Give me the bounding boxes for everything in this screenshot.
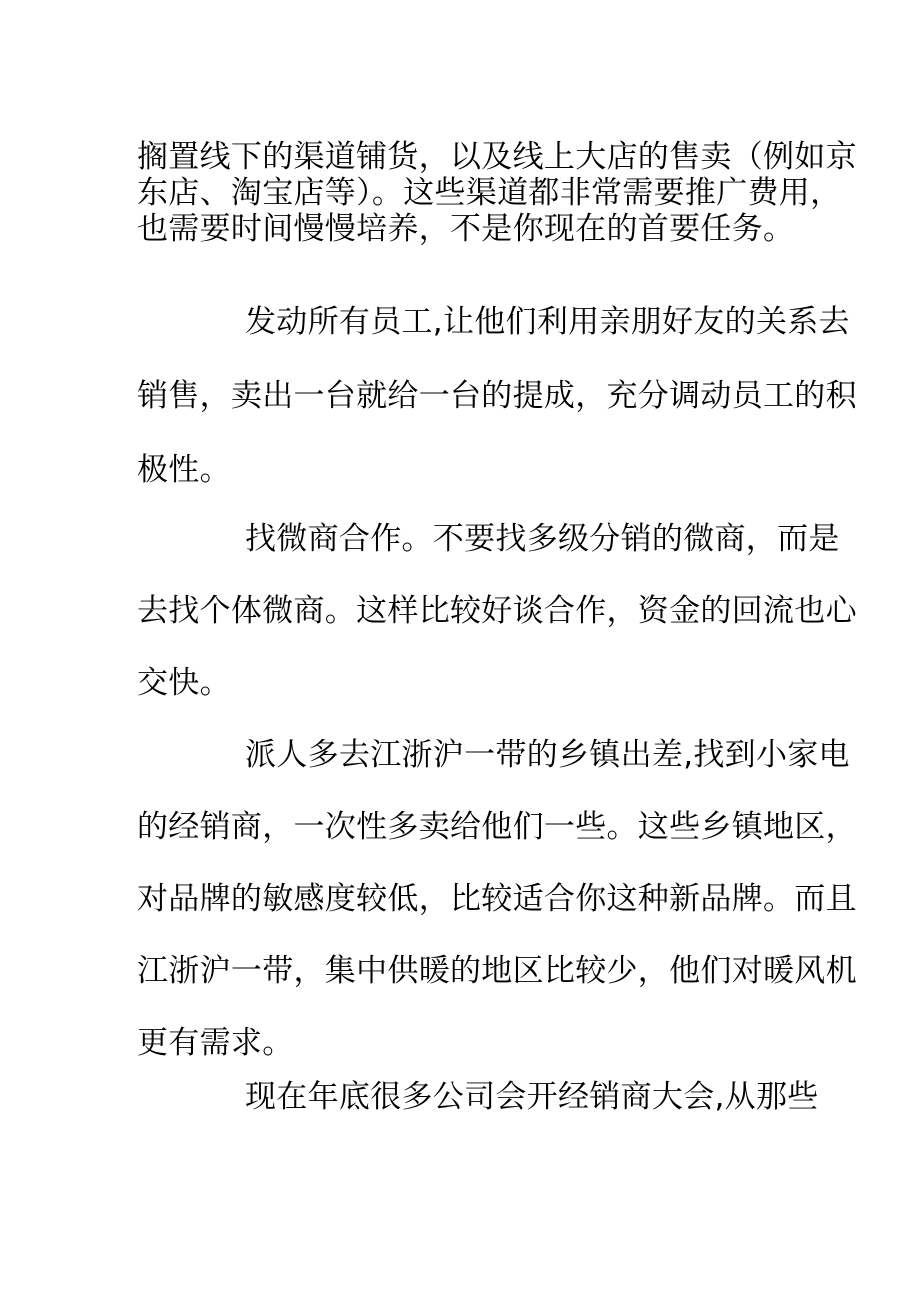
text-line: 东店、淘宝店等）。这些渠道都非常需要推广费用， xyxy=(137,175,842,211)
text-line: 派人多去江浙沪一带的乡镇出差,找到小家电 xyxy=(245,737,850,773)
text-line: 交快。 xyxy=(137,665,231,701)
paragraph-dealer-conference xyxy=(137,1079,819,1115)
text-line: 销售，卖出一台就给一台的提成，充分调动员工的积 xyxy=(137,378,857,414)
text-line: 现在年底很多公司会开经销商大会,从那些 xyxy=(245,1079,819,1115)
text-line: 找微商合作。不要找多级分销的微商，而是 xyxy=(245,521,840,557)
text-line: 也需要时间慢慢培养，不是你现在的首要任务。 xyxy=(137,211,795,247)
text-line: 江浙沪一带，集中供暖的地区比较少，他们对暖风机 xyxy=(137,953,857,989)
text-line: 更有需求。 xyxy=(137,1025,294,1061)
text-line: 去找个体微商。这样比较好谈合作，资金的回流也心 xyxy=(137,593,857,629)
paragraph-channel-advice xyxy=(137,139,857,247)
text-line: 对品牌的敏感度较低，比较适合你这种新品牌。而且 xyxy=(137,881,857,917)
paragraph-employee-sales xyxy=(137,304,857,526)
text-line: 发动所有员工,让他们利用亲朋好友的关系去 xyxy=(245,304,850,340)
text-line: 极性。 xyxy=(137,452,231,488)
paragraph-micro-merchant xyxy=(137,521,857,737)
text-line: 的经销商，一次性多卖给他们一些。这些乡镇地区， xyxy=(137,809,857,845)
text-line: 搁置线下的渠道铺货，以及线上大店的售卖（例如京 xyxy=(137,139,857,175)
